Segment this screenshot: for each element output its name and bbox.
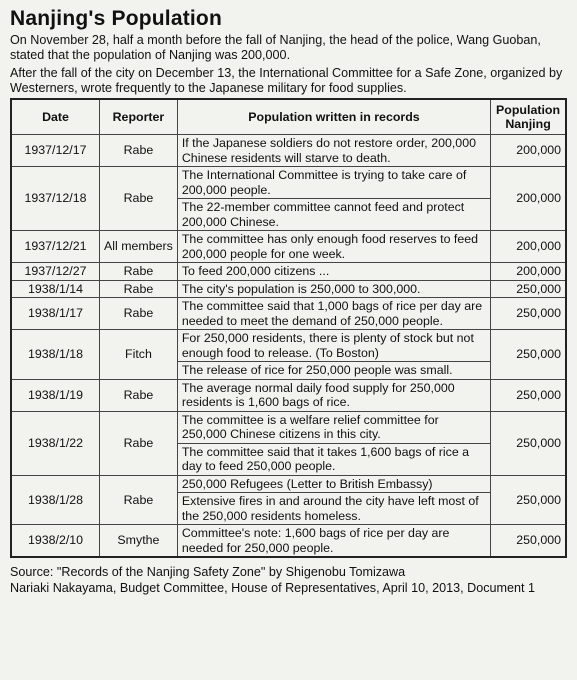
cell-date: 1937/12/21 [11, 231, 100, 263]
table-row [11, 525, 566, 558]
cell-date: 1937/12/27 [11, 263, 100, 281]
cell-record-text: The committee has only enough food reserves to feed 200,000 people for one week. [177, 231, 490, 263]
header-reporter: Reporter [100, 99, 178, 135]
cell-date: 1937/12/17 [11, 135, 100, 167]
table-row [11, 167, 566, 199]
table-row [11, 280, 566, 298]
table-row [11, 263, 566, 281]
cell-record-text: Committee's note: 1,600 bags of rice per day are needed for 250,000 people. [177, 525, 490, 558]
cell-record-text: The committee is a welfare relief committee for 250,000 Chinese citizens in this city. [177, 411, 490, 443]
cell-reporter: Rabe [100, 167, 178, 231]
cell-record-text: The committee said that it takes 1,600 bags of rice a day to feed 250,000 people. [177, 443, 490, 475]
cell-population: 250,000 [491, 379, 566, 411]
header-date: Date [11, 99, 100, 135]
table-row [11, 330, 566, 362]
header-population-line2: Nanjing [505, 117, 551, 131]
cell-date: 1938/1/14 [11, 280, 100, 298]
cell-reporter: Rabe [100, 411, 178, 475]
cell-population: 200,000 [491, 263, 566, 281]
cell-reporter: Rabe [100, 135, 178, 167]
cell-date: 1938/1/18 [11, 330, 100, 380]
cell-date: 1937/12/18 [11, 167, 100, 231]
cell-population: 200,000 [491, 135, 566, 167]
cell-reporter: Rabe [100, 379, 178, 411]
cell-record-text: The city's population is 250,000 to 300,000. [177, 280, 490, 298]
table-row [11, 231, 566, 263]
population-records-table [10, 98, 567, 558]
cell-record-text: 250,000 Refugees (Letter to British Embassy) [177, 475, 490, 493]
table-row [11, 298, 566, 330]
cell-reporter: Smythe [100, 525, 178, 558]
cell-record-text: If the Japanese soldiers do not restore order, 200,000 Chinese residents will starve to death. [177, 135, 490, 167]
cell-record-text: The average normal daily food supply for 250,000 residents is 1,600 bags of rice. [177, 379, 490, 411]
header-records: Population written in records [177, 99, 490, 135]
cell-record-text: The committee said that 1,000 bags of rice per day are needed to meet the demand of 250,000 people. [177, 298, 490, 330]
cell-date: 1938/1/17 [11, 298, 100, 330]
table-row [11, 411, 566, 443]
table-row [11, 135, 566, 167]
source-line-diet-document: Nariaki Nakayama, Budget Committee, House of Representatives, April 10, 2013, Document 1 [10, 581, 536, 595]
table-row [11, 475, 566, 493]
cell-record-text: For 250,000 residents, there is plenty of stock but not enough food to release. (To Boston) [177, 330, 490, 362]
cell-record-text: The International Committee is trying to take care of 200,000 people. [177, 167, 490, 199]
cell-date: 1938/2/10 [11, 525, 100, 558]
source-note [10, 564, 567, 596]
cell-population: 250,000 [491, 330, 566, 380]
table-body [11, 135, 566, 558]
cell-reporter: Fitch [100, 330, 178, 380]
cell-reporter: Rabe [100, 298, 178, 330]
cell-population: 250,000 [491, 411, 566, 475]
header-population-line1: Population [496, 102, 561, 117]
cell-reporter: Rabe [100, 263, 178, 281]
cell-date: 1938/1/19 [11, 379, 100, 411]
page-title: Nanjing's Population [10, 7, 222, 30]
header-population [491, 99, 566, 135]
cell-reporter: Rabe [100, 475, 178, 525]
cell-population: 200,000 [491, 231, 566, 263]
cell-population: 200,000 [491, 167, 566, 231]
cell-population: 250,000 [491, 475, 566, 525]
cell-date: 1938/1/22 [11, 411, 100, 475]
table-row [11, 379, 566, 411]
intro-paragraph-police-statement: On November 28, half a month before the fall of Nanjing, the head of the police, Wang Guoban, stated that the population of Nanjing was 200,000. [10, 33, 541, 62]
cell-reporter: Rabe [100, 280, 178, 298]
cell-reporter: All members [100, 231, 178, 263]
source-line-book: Source: "Records of the Nanjing Safety Zone" by Shigenobu Tomizawa [10, 565, 406, 579]
cell-record-text: Extensive fires in and around the city have left most of the 250,000 residents homeless. [177, 493, 490, 525]
table-header-row [11, 99, 566, 135]
cell-record-text: The 22-member committee cannot feed and protect 200,000 Chinese. [177, 199, 490, 231]
cell-population: 250,000 [491, 280, 566, 298]
intro-paragraph-safe-zone: After the fall of the city on December 13, the International Committee for a Safe Zone, organized by Westerners, wrote frequently to the Japanese military for food supplies. [10, 66, 563, 95]
cell-population: 250,000 [491, 525, 566, 558]
cell-record-text: To feed 200,000 citizens ... [177, 263, 490, 281]
cell-date: 1938/1/28 [11, 475, 100, 525]
cell-population: 250,000 [491, 298, 566, 330]
cell-record-text: The release of rice for 250,000 people was small. [177, 362, 490, 380]
